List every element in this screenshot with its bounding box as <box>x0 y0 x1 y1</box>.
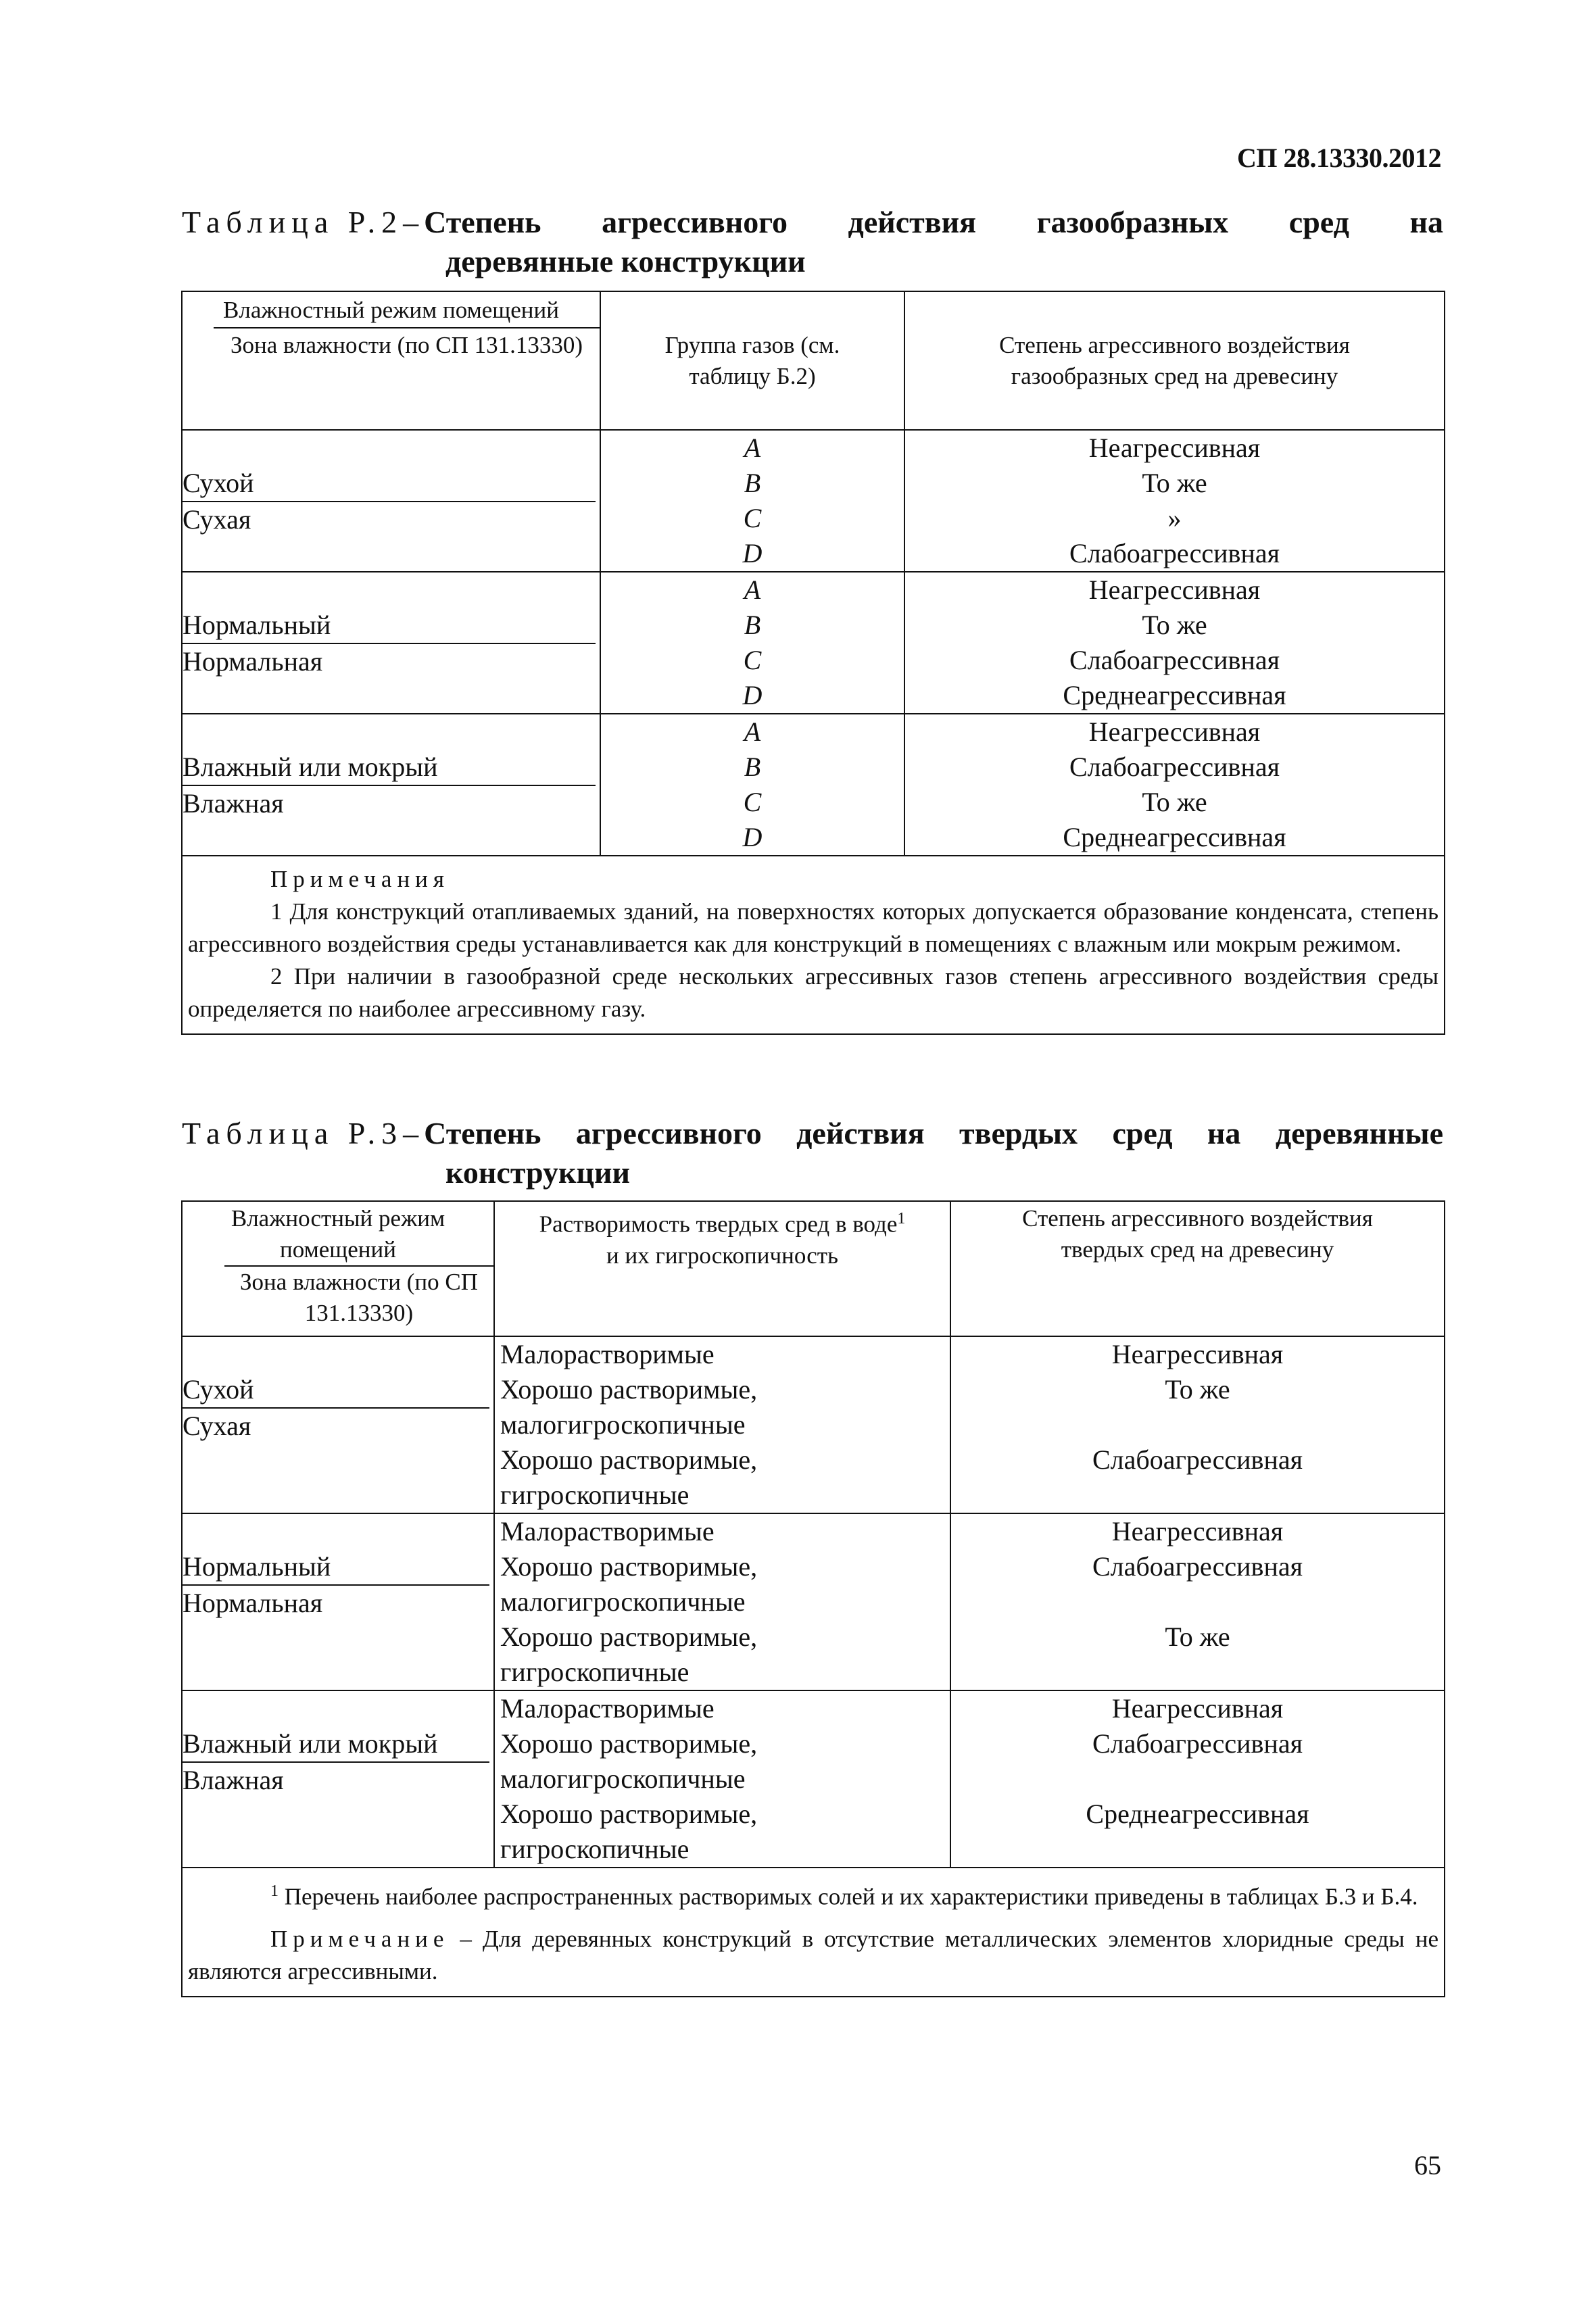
table-p2-head-gas: Группа газов (см. таблицу Б.2) <box>600 291 904 430</box>
gas-group: C <box>743 787 762 817</box>
footnote-text: Перечень наиболее распространенных растворимых солей и их характеристики приведены в таблицах Б.3 и Б.4. <box>284 1883 1418 1910</box>
degree-value: Среднеагрессивная <box>1086 1799 1309 1829</box>
zone-label: Влажная <box>183 788 284 819</box>
caption-dash: – <box>403 1116 419 1150</box>
table-row <box>182 1336 1445 1513</box>
table-p2-label: Таблица Р.2 <box>182 205 404 239</box>
caption-dash: – <box>403 205 419 239</box>
degree-value: » <box>1167 503 1182 533</box>
gas-group: B <box>744 752 761 782</box>
degree-value: То же <box>1165 1374 1230 1405</box>
gas-group: D <box>742 538 763 568</box>
regime-zone-cell <box>182 1690 494 1868</box>
degree-value: Неагрессивная <box>1088 575 1261 605</box>
table-row <box>182 714 1445 856</box>
table-p2-title-line1: Степень агрессивного действия газообразных сред на <box>424 205 1443 239</box>
gas-group: C <box>743 503 762 533</box>
gas-group: B <box>744 610 761 640</box>
degree-value: То же <box>1165 1622 1230 1652</box>
degree-value: Слабоагрессивная <box>1069 645 1280 675</box>
table-p2 <box>181 291 1445 1035</box>
regime-zone-cell <box>182 714 600 856</box>
regime-label: Сухой <box>183 1337 489 1409</box>
table-p2-caption <box>182 203 1443 281</box>
table-p3 <box>181 1200 1445 1997</box>
regime-label: Сухой <box>183 431 596 502</box>
table-p3-head-solubility <box>494 1201 950 1336</box>
solubility-cell <box>494 1513 950 1690</box>
degree-value: Неагрессивная <box>1111 1516 1284 1546</box>
table-p2-title-line2: деревянные конструкции <box>445 244 806 278</box>
degree-value: Среднеагрессивная <box>1063 680 1286 710</box>
degree-value: То же <box>1142 787 1207 817</box>
degree-cell <box>904 572 1445 714</box>
footnote <box>188 1875 1438 1914</box>
table-p3-title-line2: конструкции <box>445 1155 630 1190</box>
note-1: 1 Для конструкций отапливаемых зданий, на поверхностях которых допускается образование конденсата, степень агрессивного воздействия среды устанавливается как для конструкций в помещениях с влажным или мокрым режимом. <box>188 898 1438 957</box>
regime-label: Влажный или мокрый <box>183 714 596 786</box>
footnote-mark: 1 <box>270 1882 279 1900</box>
regime-label: Влажный или мокрый <box>183 1691 489 1763</box>
solubility-value: Хорошо растворимые, гигроскопичные <box>500 1799 758 1864</box>
degree-value: Неагрессивная <box>1111 1693 1284 1724</box>
note-label: Примечание <box>270 1925 450 1952</box>
degree-cell <box>904 430 1445 572</box>
degree-value: Неагрессивная <box>1088 433 1261 463</box>
gas-group: B <box>744 468 761 498</box>
degree-cell <box>904 714 1445 856</box>
gas-group: C <box>743 645 762 675</box>
solubility-cell <box>494 1690 950 1868</box>
gas-group-cell <box>600 714 904 856</box>
gas-group-cell <box>600 572 904 714</box>
table-p3-notes <box>182 1868 1445 1997</box>
table-p3-head-degree: Степень агрессивного воздействия твердых сред на древесину <box>950 1201 1445 1336</box>
document-code: СП 28.13330.2012 <box>1237 143 1441 173</box>
table-p3-head-regime-a: Влажностный режим помещений <box>231 1205 445 1263</box>
notes-title: Примечания <box>270 866 450 892</box>
zone-label: Нормальная <box>183 1588 323 1618</box>
page-number: 65 <box>1414 2150 1441 2180</box>
degree-value: Среднеагрессивная <box>1063 822 1286 852</box>
degree-value: Неагрессивная <box>1111 1339 1284 1369</box>
solubility-value: Хорошо растворимые, гигроскопичные <box>500 1444 758 1510</box>
degree-value: Слабоагрессивная <box>1092 1728 1303 1759</box>
degree-value: Слабоагрессивная <box>1069 538 1280 568</box>
degree-cell <box>950 1513 1445 1690</box>
degree-cell <box>950 1336 1445 1513</box>
table-p3-head-solubility-a: Растворимость твердых сред в воде <box>539 1211 898 1238</box>
table-p2-head-degree: Степень агрессивного воздействия газообразных сред на древесину <box>904 291 1445 430</box>
regime-label: Нормальный <box>183 572 596 644</box>
gas-group: D <box>742 680 763 710</box>
degree-value: Неагрессивная <box>1088 716 1261 747</box>
degree-value: Слабоагрессивная <box>1092 1551 1303 1582</box>
gas-group: D <box>742 822 763 852</box>
note-dash: – <box>460 1925 472 1952</box>
gas-group-cell <box>600 430 904 572</box>
table-p3-label: Таблица Р.3 <box>182 1116 404 1150</box>
table-row <box>182 572 1445 714</box>
solubility-value: Хорошо растворимые, малогигроскопичные <box>500 1728 758 1794</box>
regime-zone-cell <box>182 1336 494 1513</box>
table-p2-head-regime-a: Влажностный режим помещений <box>223 297 559 323</box>
table-p3-head-solubility-b: и их гигроскопичность <box>606 1242 838 1269</box>
table-p3-note <box>188 1923 1438 1988</box>
degree-value: Слабоагрессивная <box>1092 1444 1303 1475</box>
regime-label: Нормальный <box>183 1514 489 1586</box>
regime-zone-cell <box>182 572 600 714</box>
footnote-ref: 1 <box>897 1210 906 1227</box>
regime-zone-cell <box>182 430 600 572</box>
table-row <box>182 1513 1445 1690</box>
note-text: Для деревянных конструкций в отсутствие металлических элементов хлоридные среды не являются агрессивными. <box>188 1925 1439 1984</box>
zone-label: Нормальная <box>183 646 323 677</box>
table-p2-head-regime <box>182 291 600 430</box>
degree-cell <box>950 1690 1445 1868</box>
regime-zone-cell <box>182 1513 494 1690</box>
table-p2-notes <box>182 856 1445 1034</box>
solubility-value: Малорастворимые <box>500 1693 715 1724</box>
table-p3-title-line1: Степень агрессивного действия твердых сред на деревянные <box>424 1116 1443 1150</box>
degree-value: То же <box>1142 610 1207 640</box>
zone-label: Сухая <box>183 1411 251 1441</box>
solubility-value: Хорошо растворимые, малогигроскопичные <box>500 1374 758 1440</box>
solubility-value: Малорастворимые <box>500 1516 715 1546</box>
solubility-cell <box>494 1336 950 1513</box>
table-p3-head-zone: Зона влажности (по СП 131.13330) <box>224 1265 493 1329</box>
table-p3-head-regime <box>182 1201 494 1336</box>
gas-group: A <box>744 575 761 605</box>
solubility-value: Хорошо растворимые, гигроскопичные <box>500 1622 758 1687</box>
degree-value: Слабоагрессивная <box>1069 752 1280 782</box>
gas-group: A <box>744 716 761 747</box>
solubility-value: Хорошо растворимые, малогигроскопичные <box>500 1551 758 1617</box>
zone-label: Влажная <box>183 1765 284 1795</box>
gas-group: A <box>744 433 761 463</box>
zone-label: Сухая <box>183 504 251 535</box>
table-row <box>182 1690 1445 1868</box>
degree-value: То же <box>1142 468 1207 498</box>
note-2: 2 При наличии в газообразной среде нескольких агрессивных газов степень агрессивного воздействия среды определяется по наиболее агрессивному газу. <box>188 963 1438 1022</box>
solubility-value: Малорастворимые <box>500 1339 715 1369</box>
table-p2-head-zone: Зона влажности (по СП 131.13330) <box>214 327 600 361</box>
table-p3-caption <box>182 1114 1443 1192</box>
table-row <box>182 430 1445 572</box>
